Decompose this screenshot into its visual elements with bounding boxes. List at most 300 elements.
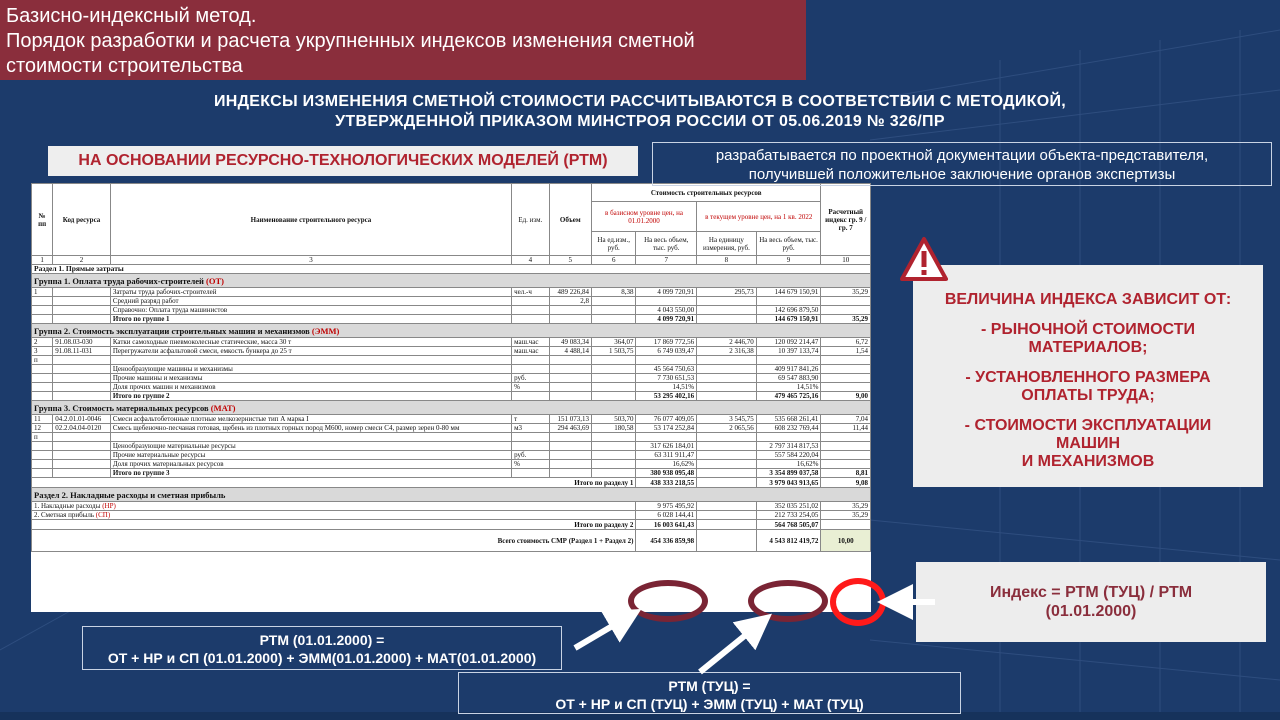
table-cell	[756, 433, 821, 442]
table-cell: т	[512, 415, 549, 424]
grand-total-base: 454 336 859,98	[636, 530, 697, 552]
table-cell	[697, 469, 757, 478]
table-cell	[591, 365, 635, 374]
table-cell	[636, 356, 697, 365]
total-section1-current: 3 979 043 913,65	[756, 478, 821, 488]
warning-icon	[900, 236, 948, 282]
factors-title: ВЕЛИЧИНА ИНДЕКСА ЗАВИСИТ ОТ:	[944, 291, 1232, 308]
grand-total-index: 10,00	[821, 530, 871, 552]
table-cell: 4 488,14	[549, 347, 591, 356]
table-cell	[53, 469, 111, 478]
table-cell	[756, 297, 821, 306]
table-cell	[821, 365, 871, 374]
table-cell	[697, 365, 757, 374]
table-cell: п	[32, 433, 53, 442]
table-cell: 489 226,84	[549, 288, 591, 297]
table-cell	[512, 297, 549, 306]
header-code: Код ресурса	[53, 184, 111, 256]
header-per-unit-base: На ед.изм., руб.	[591, 232, 635, 256]
table-cell	[512, 365, 549, 374]
table-cell: 503,70	[591, 415, 635, 424]
table-cell: 364,07	[591, 338, 635, 347]
table-cell: 7,04	[821, 415, 871, 424]
total-section2-label: Итого по разделу 2	[32, 520, 636, 530]
table-cell	[53, 451, 111, 460]
table-cell: 16,62%	[756, 460, 821, 469]
table-row	[32, 374, 871, 383]
table-cell	[32, 442, 53, 451]
table-cell	[549, 392, 591, 401]
table-cell	[32, 469, 53, 478]
header-name: Наименование строительного ресурса	[110, 184, 511, 256]
main-heading	[180, 92, 1100, 132]
table-cell: маш.час	[512, 347, 549, 356]
table-cell	[32, 315, 53, 324]
header-current-level: в текущем уровне цен, на 1 кв. 2022	[697, 202, 821, 232]
factor-wages	[913, 369, 1263, 405]
header-base-level: в базисном уровне цен, на 01.01.2000	[591, 202, 696, 232]
table-cell	[821, 383, 871, 392]
total-section2-current: 564 768 505,07	[756, 520, 821, 530]
table-cell: 142 696 879,50	[756, 306, 821, 315]
table-cell	[697, 442, 757, 451]
table-cell	[591, 469, 635, 478]
table-cell	[512, 469, 549, 478]
header-per-unit-current: На единицу измерения, руб.	[697, 232, 757, 256]
table-cell	[549, 433, 591, 442]
table-cell: 9,00	[821, 392, 871, 401]
column-number: 8	[697, 256, 757, 265]
table-cell: 02.2.04.04-0120	[53, 424, 111, 433]
table-cell	[549, 469, 591, 478]
base-total-ring	[628, 580, 708, 622]
table-row	[32, 315, 871, 324]
table-cell: Затраты труда рабочих-строителей	[110, 288, 511, 297]
table-cell: чел.-ч	[512, 288, 549, 297]
group2-title	[32, 324, 871, 338]
table-cell	[591, 460, 635, 469]
overhead-tag: (СП)	[95, 511, 111, 519]
column-number: 2	[53, 256, 111, 265]
column-number: 5	[549, 256, 591, 265]
table-cell: 16,62%	[636, 460, 697, 469]
table-cell: 53 295 402,16	[636, 392, 697, 401]
header-total-base: На весь объем, тыс. руб.	[636, 232, 697, 256]
table-row	[32, 451, 871, 460]
table-cell: 11,44	[821, 424, 871, 433]
table-cell	[512, 392, 549, 401]
table-row	[32, 306, 871, 315]
table-cell: 120 092 214,47	[756, 338, 821, 347]
grand-total-current: 4 543 812 419,72	[756, 530, 821, 552]
column-number: 7	[636, 256, 697, 265]
development-note-line1: разрабатывается по проектной документации объекта-представителя,	[715, 147, 1209, 164]
table-row	[32, 415, 871, 424]
factor-materials-line1: - РЫНОЧНОЙ СТОИМОСТИ	[981, 321, 1195, 338]
table-cell	[591, 433, 635, 442]
table-cell	[697, 383, 757, 392]
table-cell	[512, 442, 549, 451]
table-cell	[549, 365, 591, 374]
grand-total-label: Всего стоимость СМР (Раздел 1 + Раздел 2)	[32, 530, 636, 552]
table-cell: руб.	[512, 374, 549, 383]
table-cell: 212 733 254,05	[756, 511, 821, 520]
total-section1-base: 438 333 218,55	[636, 478, 697, 488]
table-cell	[821, 433, 871, 442]
table-cell	[53, 383, 111, 392]
header-index: Расчетный индекс гр. 9 / гр. 7	[821, 184, 871, 256]
table-cell	[512, 315, 549, 324]
table-cell	[697, 374, 757, 383]
total-section2-base: 16 003 641,43	[636, 520, 697, 530]
total-section2-row	[32, 520, 871, 530]
table-cell: 2 797 314 817,53	[756, 442, 821, 451]
table-cell	[591, 442, 635, 451]
table-cell	[32, 451, 53, 460]
factor-wages-line1: - УСТАНОВЛЕННОГО РАЗМЕРА	[965, 369, 1211, 386]
table-cell	[591, 451, 635, 460]
table-cell: маш.час	[512, 338, 549, 347]
table-cell: руб.	[512, 451, 549, 460]
table-cell: 69 547 883,90	[756, 374, 821, 383]
table-cell: 479 465 725,16	[756, 392, 821, 401]
table-cell: 3 354 899 037,58	[756, 469, 821, 478]
table-cell	[756, 356, 821, 365]
factor-wages-line2: ОПЛАТЫ ТРУДА;	[1021, 387, 1155, 404]
table-cell	[821, 460, 871, 469]
base-formula-box	[82, 626, 562, 670]
table-cell: Итого по группе 2	[110, 392, 511, 401]
table-cell: Перегружатели асфальтовой смеси, емкость бункера до 25 т	[110, 347, 511, 356]
table-cell: 17 869 772,56	[636, 338, 697, 347]
table-cell: Доля прочих материальных ресурсов	[110, 460, 511, 469]
table-cell: 409 917 841,26	[756, 365, 821, 374]
table-cell: 8,81	[821, 469, 871, 478]
table-cell: 2	[32, 338, 53, 347]
table-cell: 91.08.03-030	[53, 338, 111, 347]
table-row	[32, 383, 871, 392]
table-cell: Смесь щебеночно-песчаная готовая, щебень из плотных горных пород М600, номер смеси С4, размер зерен 0-80 мм	[110, 424, 511, 433]
overhead-name	[32, 502, 636, 511]
rtm-table-grid	[31, 183, 871, 552]
table-cell	[32, 392, 53, 401]
overhead-name	[32, 511, 636, 520]
development-note-line2: получившей положительное заключение органов экспертизы	[748, 166, 1176, 183]
total-section1-label: Итого по разделу 1	[32, 478, 636, 488]
table-cell	[549, 383, 591, 392]
current-formula-box	[458, 672, 961, 714]
table-cell: 2,8	[549, 297, 591, 306]
table-cell	[591, 315, 635, 324]
group3-rows	[32, 415, 871, 478]
table-cell: 144 679 150,91	[756, 288, 821, 297]
group3-label: Группа 3. Стоимость материальных ресурсов	[34, 402, 209, 413]
table-cell	[53, 442, 111, 451]
table-cell: Ценообразующие материальные ресурсы	[110, 442, 511, 451]
table-cell: 53 174 252,84	[636, 424, 697, 433]
base-formula-line2: ОТ + НР и СП (01.01.2000) + ЭММ(01.01.2000) + МАТ(01.01.2000)	[107, 650, 537, 666]
table-cell: 45 564 750,63	[636, 365, 697, 374]
table-cell: 295,73	[697, 288, 757, 297]
index-formula-line2: (01.01.2000)	[1045, 603, 1137, 620]
table-row	[32, 356, 871, 365]
table-cell	[53, 315, 111, 324]
table-cell	[821, 442, 871, 451]
table-cell	[591, 374, 635, 383]
factor-materials	[913, 321, 1263, 357]
table-cell	[512, 356, 549, 365]
base-formula-line1: РТМ (01.01.2000) =	[259, 632, 385, 648]
table-cell: 6 028 144,41	[636, 511, 697, 520]
table-cell	[697, 451, 757, 460]
table-cell	[549, 442, 591, 451]
rtm-banner: НА ОСНОВАНИИ РЕСУРСНО-ТЕХНОЛОГИЧЕСКИХ МОДЕЛЕЙ (РТМ)	[48, 146, 638, 176]
column-number: 10	[821, 256, 871, 265]
table-cell	[697, 306, 757, 315]
index-formula-line1: Индекс = РТМ (ТУЦ) / РТМ	[989, 584, 1193, 601]
table-cell: 35,29	[821, 511, 871, 520]
total-section1-row	[32, 478, 871, 488]
main-heading-line1: ИНДЕКСЫ ИЗМЕНЕНИЯ СМЕТНОЙ СТОИМОСТИ РАССЧИТЫВАЮТСЯ В СООТВЕТСТВИИ С МЕТОДИКОЙ,	[213, 93, 1067, 110]
table-cell	[53, 306, 111, 315]
table-cell: 10 397 133,74	[756, 347, 821, 356]
table-cell: 557 584 220,04	[756, 451, 821, 460]
overhead-label: 2. Сметная прибыль	[34, 511, 96, 519]
table-cell	[591, 392, 635, 401]
table-cell: 11	[32, 415, 53, 424]
table-cell: 49 083,34	[549, 338, 591, 347]
index-formula-box	[916, 562, 1266, 642]
table-cell	[53, 288, 111, 297]
table-row	[32, 424, 871, 433]
grand-total-row	[32, 530, 871, 552]
table-cell: 608 232 769,44	[756, 424, 821, 433]
table-cell	[53, 433, 111, 442]
table-cell	[636, 433, 697, 442]
section2-title: Раздел 2. Накладные расходы и сметная прибыль	[32, 488, 871, 502]
table-cell	[32, 374, 53, 383]
group1-tag: (ОТ)	[206, 275, 224, 286]
slide-title-box	[0, 0, 806, 80]
table-cell: 14,51%	[636, 383, 697, 392]
table-cell	[697, 433, 757, 442]
table-cell: 35,29	[821, 288, 871, 297]
factor-machines-line1: - СТОИМОСТИ ЭКСПЛУАТАЦИИ	[964, 417, 1212, 434]
table-cell: 91.08.11-031	[53, 347, 111, 356]
table-cell	[53, 374, 111, 383]
current-total-ring	[748, 580, 828, 622]
factor-machines-line2: МАШИН	[1055, 435, 1120, 452]
group2-tag: (ЭММ)	[311, 325, 340, 336]
table-cell: 317 626 184,01	[636, 442, 697, 451]
table-cell: 04.2.01.01-0046	[53, 415, 111, 424]
table-cell: 35,29	[821, 315, 871, 324]
header-total-current: На весь объем, тыс. руб.	[756, 232, 821, 256]
slide-title-line1: Базисно-индексный метод.	[6, 5, 257, 27]
table-row	[32, 288, 871, 297]
table-cell	[32, 365, 53, 374]
header-no: № пп	[32, 184, 53, 256]
table-cell	[32, 297, 53, 306]
table-cell: 6,72	[821, 338, 871, 347]
development-note	[652, 142, 1272, 186]
table-cell: 63 311 911,47	[636, 451, 697, 460]
table-row	[32, 347, 871, 356]
table-cell: п	[32, 356, 53, 365]
group3-title	[32, 401, 871, 415]
table-cell: Ценообразующие машины и механизмы	[110, 365, 511, 374]
table-cell: Справочно: Оплата труда машинистов	[110, 306, 511, 315]
table-row	[32, 442, 871, 451]
factor-machines	[913, 417, 1263, 471]
table-cell	[53, 365, 111, 374]
table-cell: 76 077 409,05	[636, 415, 697, 424]
group2-label: Группа 2. Стоимость эксплуатации строительных машин и механизмов	[34, 325, 310, 336]
table-cell	[549, 374, 591, 383]
index-factors-box	[913, 265, 1263, 487]
table-cell	[697, 392, 757, 401]
table-cell: 1	[32, 288, 53, 297]
table-row	[32, 392, 871, 401]
table-cell	[512, 433, 549, 442]
table-cell	[549, 306, 591, 315]
table-cell	[549, 315, 591, 324]
table-cell: Прочие машины и механизмы	[110, 374, 511, 383]
section2-rows	[32, 502, 871, 520]
table-cell	[512, 306, 549, 315]
total-section2-index	[821, 520, 871, 530]
table-cell	[549, 356, 591, 365]
table-cell	[591, 297, 635, 306]
overhead-label: 1. Накладные расходы	[34, 502, 103, 510]
total-section1-index: 9,08	[821, 478, 871, 488]
table-cell	[110, 433, 511, 442]
table-cell: 6 749 039,47	[636, 347, 697, 356]
index-ring	[830, 578, 886, 626]
header-cost-group: Стоимость строительных ресурсов	[591, 184, 820, 202]
table-row	[32, 433, 871, 442]
group1-title	[32, 274, 871, 288]
table-cell	[591, 383, 635, 392]
table-cell: Доля прочих машин и механизмов	[110, 383, 511, 392]
table-cell: м3	[512, 424, 549, 433]
slide-title-line3: стоимости строительства	[6, 55, 243, 77]
table-cell: 144 679 150,91	[756, 315, 821, 324]
header-volume: Объем	[549, 184, 591, 256]
table-cell: 352 035 251,02	[756, 502, 821, 511]
table-cell	[697, 502, 757, 511]
table-cell	[821, 297, 871, 306]
header-unit: Ед. изм.	[512, 184, 549, 256]
table-cell: 12	[32, 424, 53, 433]
section1-title: Раздел 1. Прямые затраты	[32, 265, 871, 274]
current-formula-line1: РТМ (ТУЦ) =	[668, 678, 751, 694]
group3-tag: (МАТ)	[210, 402, 236, 413]
table-cell: 535 668 261,41	[756, 415, 821, 424]
column-numbers-row	[32, 256, 871, 265]
table-cell	[821, 374, 871, 383]
table-cell: 4 099 720,91	[636, 315, 697, 324]
rtm-table	[31, 183, 871, 612]
table-cell	[53, 356, 111, 365]
table-row	[32, 338, 871, 347]
table-cell	[32, 306, 53, 315]
table-cell: 9 975 495,92	[636, 502, 697, 511]
slide-title-line2: Порядок разработки и расчета укрупненных индексов изменения сметной	[6, 30, 695, 52]
table-cell: 1 503,75	[591, 347, 635, 356]
table-cell	[591, 356, 635, 365]
table-cell	[53, 392, 111, 401]
table-cell: 7 730 651,53	[636, 374, 697, 383]
column-number: 1	[32, 256, 53, 265]
table-cell: Катки самоходные пневмоколесные статические, масса 30 т	[110, 338, 511, 347]
table-cell	[591, 306, 635, 315]
table-cell: 8,38	[591, 288, 635, 297]
main-heading-line2: УТВЕРЖДЕННОЙ ПРИКАЗОМ МИНСТРОЯ РОССИИ ОТ 05.06.2019 № 326/ПР	[335, 113, 945, 130]
table-cell: %	[512, 460, 549, 469]
column-number: 9	[756, 256, 821, 265]
table-cell: Итого по группе 1	[110, 315, 511, 324]
table-row	[32, 511, 871, 520]
current-formula-line2: ОТ + НР и СП (ТУЦ) + ЭММ (ТУЦ) + МАТ (ТУЦ)	[555, 696, 864, 712]
table-row	[32, 460, 871, 469]
table-cell	[549, 451, 591, 460]
table-row	[32, 469, 871, 478]
table-cell: 4 099 720,91	[636, 288, 697, 297]
table-row	[32, 297, 871, 306]
table-cell: 4 043 550,00	[636, 306, 697, 315]
table-cell: 14,51%	[756, 383, 821, 392]
table-cell	[821, 356, 871, 365]
table-cell: 35,29	[821, 502, 871, 511]
table-cell	[32, 383, 53, 392]
table-cell	[549, 460, 591, 469]
table-cell	[636, 297, 697, 306]
column-number: 3	[110, 256, 511, 265]
group1-rows	[32, 288, 871, 324]
group2-rows	[32, 338, 871, 401]
table-cell	[697, 460, 757, 469]
group1-label: Группа 1. Оплата труда рабочих-строителей	[34, 275, 204, 286]
table-cell: Итого по группе 3	[110, 469, 511, 478]
table-cell: 3	[32, 347, 53, 356]
table-row	[32, 502, 871, 511]
column-number: 6	[591, 256, 635, 265]
table-cell: 3 545,75	[697, 415, 757, 424]
table-cell: 151 073,13	[549, 415, 591, 424]
column-number: 4	[512, 256, 549, 265]
table-cell	[53, 460, 111, 469]
table-cell: 1,54	[821, 347, 871, 356]
table-cell	[53, 297, 111, 306]
table-cell	[697, 315, 757, 324]
table-cell: 294 463,69	[549, 424, 591, 433]
table-cell: 2 065,56	[697, 424, 757, 433]
overhead-tag: (НР)	[102, 502, 116, 510]
table-cell	[110, 356, 511, 365]
factor-materials-line2: МАТЕРИАЛОВ;	[1028, 339, 1148, 356]
table-cell	[697, 511, 757, 520]
factor-machines-line3: И МЕХАНИЗМОВ	[1021, 453, 1155, 470]
table-cell: Средний разряд работ	[110, 297, 511, 306]
table-cell	[821, 451, 871, 460]
table-cell: Смеси асфальтобетонные плотные мелкозернистые тип А марка I	[110, 415, 511, 424]
table-cell: %	[512, 383, 549, 392]
table-cell	[32, 460, 53, 469]
table-cell: 2 446,70	[697, 338, 757, 347]
table-cell	[821, 306, 871, 315]
table-cell: Прочие материальные ресурсы	[110, 451, 511, 460]
